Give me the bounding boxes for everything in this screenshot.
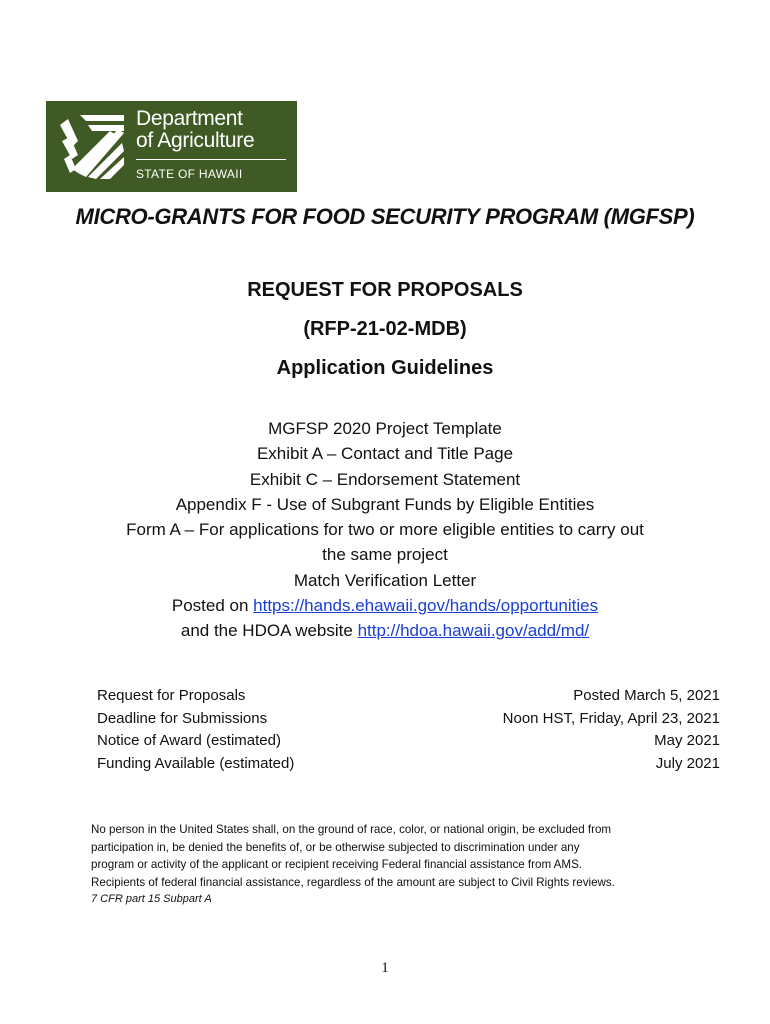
schedule-label: Funding Available (estimated)	[97, 754, 295, 772]
schedule-table	[97, 685, 720, 775]
schedule-row	[97, 685, 720, 708]
hdoa-website-link[interactable]: http://hdoa.hawaii.gov/add/md/	[357, 621, 590, 641]
logo-line-department: Department	[136, 107, 243, 130]
schedule-row	[97, 730, 720, 753]
document-item: Form A – For applications for two or more eligible entities to carry out	[126, 520, 644, 540]
schedule-label: Deadline for Submissions	[97, 709, 268, 727]
notice-line: participation in, be denied the benefits of, or be otherwise subjected to discrimination under any	[91, 840, 580, 854]
program-title: MICRO-GRANTS FOR FOOD SECURITY PROGRAM (MGFSP)	[75, 204, 695, 229]
department-of-agriculture-logo	[46, 101, 297, 192]
document-item: Match Verification Letter	[293, 570, 477, 590]
logo-line-state: STATE OF HAWAII	[136, 167, 243, 181]
heading-request-for-proposals: REQUEST FOR PROPOSALS	[247, 279, 523, 301]
document-item: the same project	[322, 545, 448, 565]
notice-line: program or activity of the applicant or recipient receiving Federal financial assistance from AMS.	[91, 858, 583, 871]
website-prefix: and the HDOA website	[180, 621, 358, 641]
document-list	[0, 416, 770, 644]
schedule-value: Noon HST, Friday, April 23, 2021	[502, 709, 720, 727]
notice-citation: 7 CFR part 15 Subpart A	[91, 893, 212, 905]
heading-rfp-number: (RFP-21-02-MDB)	[303, 318, 467, 340]
nondiscrimination-notice	[91, 821, 681, 909]
field-rows-icon	[58, 111, 126, 183]
schedule-value: July 2021	[655, 754, 720, 772]
posted-line	[0, 593, 770, 618]
schedule-row	[97, 753, 720, 776]
document-item: Exhibit C – Endorsement Statement	[249, 469, 521, 489]
schedule-value: Posted March 5, 2021	[573, 687, 720, 704]
hands-opportunities-link[interactable]: https://hands.ehawaii.gov/hands/opportunities	[253, 596, 599, 616]
logo-line-agriculture: of Agriculture	[136, 129, 255, 152]
schedule-label: Request for Proposals	[97, 687, 246, 704]
document-item: Appendix F - Use of Subgrant Funds by Eligible Entities	[175, 494, 595, 514]
page-number: 1	[381, 960, 389, 976]
logo-divider	[136, 159, 286, 160]
notice-line: No person in the United States shall, on the ground of race, color, or national origin, be excluded from	[91, 823, 612, 836]
website-line	[0, 618, 770, 643]
posted-prefix: Posted on	[171, 596, 254, 616]
document-item: Exhibit A – Contact and Title Page	[256, 444, 514, 464]
schedule-label: Notice of Award (estimated)	[97, 732, 281, 749]
schedule-row	[97, 708, 720, 731]
heading-application-guidelines: Application Guidelines	[276, 357, 494, 379]
document-item: MGFSP 2020 Project Template	[268, 419, 502, 438]
notice-line: Recipients of federal financial assistance, regardless of the amount are subject to Civil Rights reviews.	[91, 875, 615, 889]
schedule-value: May 2021	[654, 732, 720, 749]
